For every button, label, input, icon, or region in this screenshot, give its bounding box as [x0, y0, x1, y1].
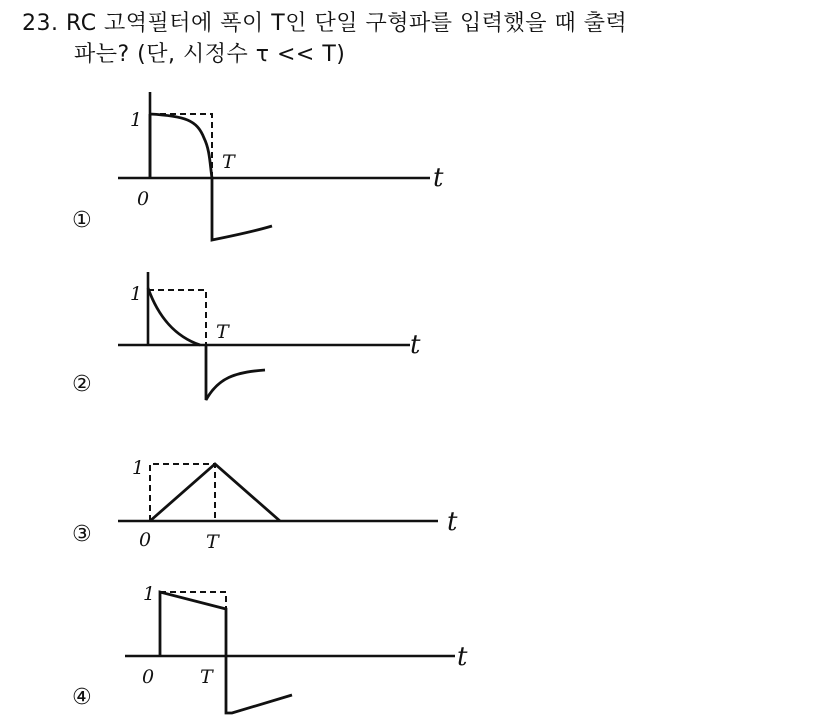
option-1-axis-label: t	[433, 163, 444, 193]
option-4-origin-label: 0	[142, 666, 155, 688]
option-1-input-pulse	[150, 114, 212, 178]
option-4-period-label: T	[200, 666, 213, 688]
question-number: 23.	[22, 11, 59, 36]
option-3-axis-label: t	[447, 507, 458, 537]
option-2[interactable]	[0, 260, 520, 420]
option-3-origin-label: 0	[139, 529, 152, 551]
option-4[interactable]	[0, 575, 520, 715]
option-2-y-label: 1	[130, 283, 143, 305]
option-3-label: ③	[72, 522, 92, 547]
question-line-2: 파는? (단, 시정수 τ << T)	[74, 42, 346, 67]
option-1-y-label: 1	[130, 109, 143, 131]
option-4-label: ④	[72, 685, 92, 710]
option-3-y-label: 1	[132, 457, 145, 479]
option-4-output-wave	[160, 592, 292, 713]
option-4-axis-label: t	[457, 642, 468, 672]
option-2-input-pulse	[148, 290, 206, 345]
option-1[interactable]	[0, 0, 520, 260]
option-2-label: ②	[72, 372, 92, 397]
option-2-axis-label: t	[410, 330, 421, 360]
option-4-y-label: 1	[143, 583, 156, 605]
option-3[interactable]	[0, 430, 520, 560]
question-text-1: RC 고역필터에 폭이 T인 단일 구형파를 입력했을 때 출력	[66, 11, 628, 36]
option-1-origin-label: 0	[137, 188, 150, 210]
option-1-label: ①	[72, 208, 92, 233]
option-2-period-label: T	[216, 321, 229, 343]
option-1-period-label: T	[222, 151, 235, 173]
option-3-period-label: T	[206, 531, 219, 553]
